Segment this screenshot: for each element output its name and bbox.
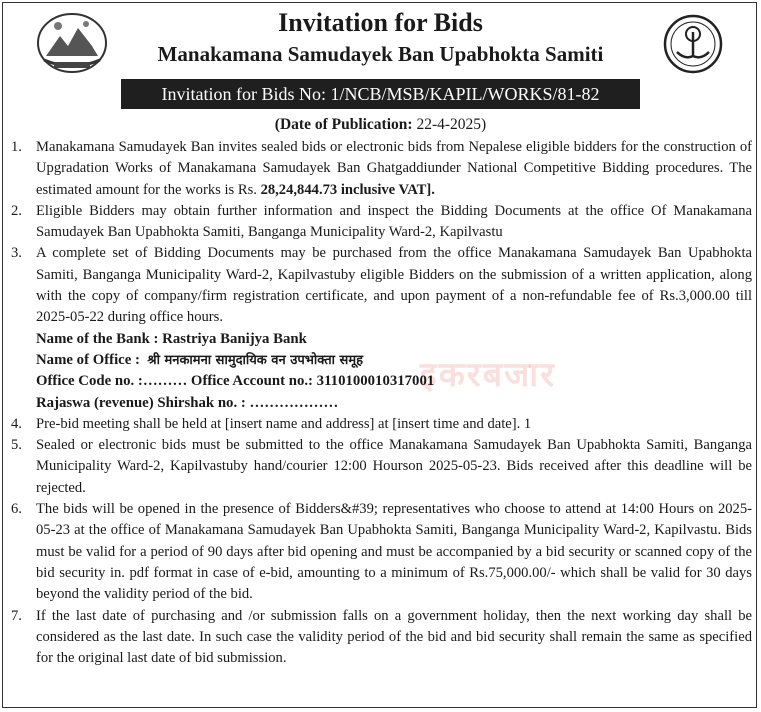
item-text: Eligible Bidders may obtain further information and inspect the Bidding Documents at the office Of Manakamana Samudayek Ban Upabhokta Samiti, Banganga Municipality Ward-2, Kapilvastu [36, 202, 752, 241]
forest-group-logo-icon [663, 14, 723, 74]
list-item [8, 499, 752, 605]
item-number: 4. [11, 415, 22, 432]
notice-body [8, 137, 752, 669]
notice-header [0, 0, 761, 133]
item-text: The bids will be opened in the presence of Bidders&#39; representatives who choose to attend at 14:00 Hours on 2025-05-23 at the office of Manakamana Samudayek Ban Upabhokta Samiti, Banganga Municipality Ward-2, Kapilvastu. Bids must be valid for a period of 90 days after bid opening and must be accompanied by a bid security or scanned copy of the bid security in. pdf format in case of e-bid, amounting to a minimum of Rs.75,000.00/- which shall be valid for 30 days beyond the validity period of the bid. [36, 501, 752, 603]
publication-date-label: (Date of Publication: [274, 116, 413, 133]
estimated-amount: 28,24,844.73 inclusive VAT]. [260, 181, 435, 198]
item-number: 1. [11, 139, 22, 155]
item-text: Manakamana Samudayek Ban invites sealed bids or electronic bids from Nepalese eligible bidders for the construction of Upgradation Works of Manakamana Samudayek Ban Ghatgaddiunder National Competitive Bidding procedures. The estimated amount for the works is Rs. [36, 139, 752, 198]
item-number: 2. [11, 202, 22, 219]
page-title: Invitation for Bids [278, 8, 483, 37]
watermark: इकरबजार [420, 355, 557, 395]
revenue-heading: Rajaswa (revenue) Shirshak no. : ……………… [36, 394, 339, 411]
item-text: A complete set of Bidding Documents may be purchased from the office Manakamana Samudayek Ban Upabhokta Samiti, Banganga Municipality Ward-2, Kapilvastuby eligible Bidders on the submission of a written application, along with the copy of company/firm registration certificate, and upon payment of a non-refundable fee of Rs.3,000.00 till 2025-05-22 during office hours. [36, 245, 752, 326]
publication-date-value: 22-4-2025) [416, 116, 487, 133]
publication-date [0, 116, 761, 134]
item-text: Sealed or electronic bids must be submitted to the office Manakamana Samudayek Ban Upabhokta Samiti, Banganga Municipality Ward-2, Kapilvastuby hand/courier 12:00 Hourson 2025-05-23. Bids received after this deadline will be rejected. [36, 437, 752, 496]
list-item [8, 137, 752, 201]
list-item [8, 243, 752, 328]
list-item [8, 201, 752, 244]
item-text: If the last date of purchasing and /or submission falls on a government holiday, then the next working day shall be considered as the last date. In such case the validity period of the bid and bid security shall remain the same as specified for the original last date of bid submission. [36, 607, 752, 667]
list-item [8, 606, 752, 670]
org-name: Manakamana Samudayek Ban Upabhokta Samiti [157, 42, 604, 66]
list-item [8, 435, 752, 499]
office-code: Office Code no. :……… Office Account no.: 3110100010317001 [36, 373, 435, 390]
bank-name: Name of the Bank : Rastriya Banijya Bank [36, 330, 307, 347]
ifb-number-bar: Invitation for Bids No: 1/NCB/MSB/KAPIL/WORKS/81-82 [121, 79, 640, 109]
office-name-value: श्री मनकामना सामुदायिक वन उपभोक्ता समूह [147, 352, 364, 368]
item-number: 7. [11, 607, 22, 624]
item-number: 5. [11, 437, 22, 454]
office-name [8, 350, 752, 371]
office-name-label: Name of Office : [36, 351, 140, 368]
list-item [8, 414, 752, 435]
item-number: 6. [11, 501, 22, 518]
item-number: 3. [11, 245, 22, 262]
item-text: Pre-bid meeting shall be held at [insert name and address] at [insert time and date]. 1 [36, 415, 532, 432]
